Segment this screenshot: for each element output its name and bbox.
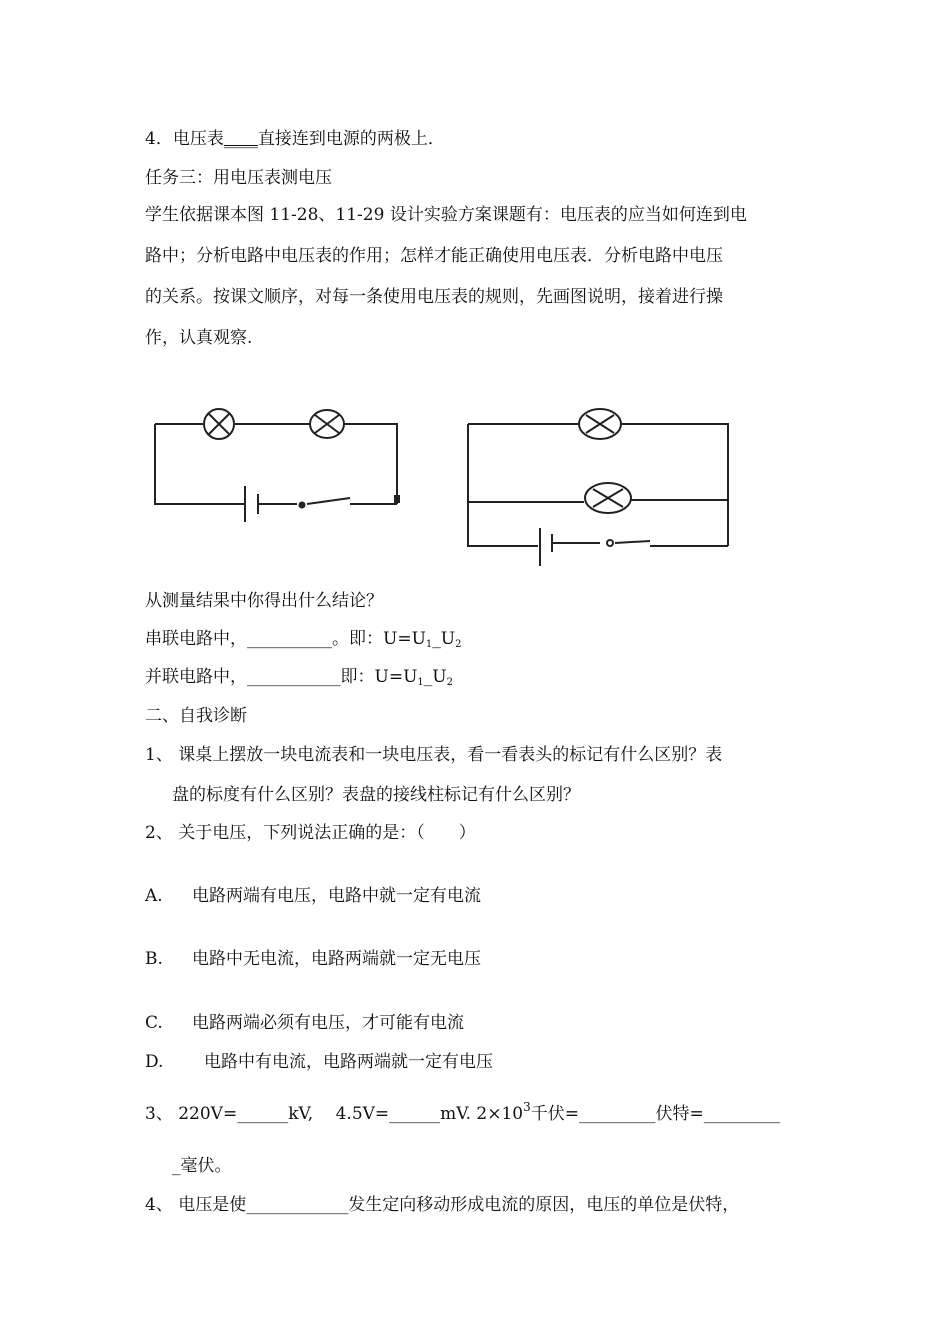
q4-blank[interactable]: ____: [223, 129, 258, 149]
parallel-conclusion-line: [145, 666, 453, 694]
parallel-sub-2: 2: [446, 677, 453, 688]
option-d-text: 电路中有电流，电路两端就一定有电压: [204, 1052, 493, 1072]
series-circuit-diagram: [145, 400, 415, 530]
series-label: 串联电路中，: [145, 629, 247, 649]
option-b-text: 电路中无电流，电路两端就一定无电压: [192, 949, 481, 969]
option-b-label: B.: [145, 949, 163, 969]
question-1-line-2: 盘的标度有什么区别？表盘的接线柱标记有什么区别？: [172, 785, 580, 805]
q4-prefix: 4．电压表: [145, 129, 224, 149]
option-a-label: A.: [145, 886, 163, 906]
series-formula-mid: _U: [432, 629, 456, 649]
option-d-label: D.: [145, 1052, 164, 1072]
series-formula: 。即：U=U: [332, 629, 426, 649]
question-3-line-1: [145, 1096, 780, 1125]
option-a[interactable]: [145, 885, 481, 907]
q3-part-b: 千伏=_________伏特=_________: [530, 1104, 781, 1124]
paragraph-line-4: 作，认真观察.: [145, 328, 253, 348]
q3-exponent: 3: [523, 1100, 531, 1114]
question-4-line: [145, 128, 445, 150]
option-a-text: 电路两端有电压，电路中就一定有电流: [192, 886, 481, 906]
question-3-line-2: _毫伏。: [172, 1156, 232, 1176]
section-2-heading: 二、自我诊断: [145, 706, 247, 726]
series-blank[interactable]: __________: [247, 629, 332, 649]
paragraph-line-3: 的关系。按课文顺序，对每一条使用电压表的规则，先画图说明，接着进行操: [145, 287, 723, 307]
question-1-line-1: 1、 课桌上摆放一块电流表和一块电压表，看一看表头的标记有什么区别？表: [145, 745, 723, 765]
series-sub-2: 2: [455, 639, 462, 650]
paragraph-line-1: 学生依据课本图 11-28、11-29 设计实验方案课题有：电压表的应当如何连到电: [145, 205, 747, 225]
q3-part-a: 3、 220V=______kV, 4.5V=______mV. 2×10: [145, 1104, 524, 1124]
option-c-text: 电路两端必须有电压，才可能有电流: [192, 1013, 464, 1033]
conclusion-question: 从测量结果中你得出什么结论？: [145, 591, 383, 611]
series-sub-1: 1: [425, 639, 433, 650]
parallel-circuit-diagram: [460, 400, 750, 570]
q4-suffix: 直接连到电源的两极上．: [257, 129, 445, 149]
parallel-label: 并联电路中，: [145, 667, 247, 687]
option-c-label: C.: [145, 1013, 163, 1033]
parallel-formula: 即：U=U: [340, 667, 418, 687]
parallel-blank[interactable]: ___________: [247, 667, 341, 687]
option-c[interactable]: [145, 1012, 464, 1034]
series-conclusion-line: [145, 628, 461, 656]
parallel-formula-mid: _U: [423, 667, 447, 687]
parallel-sub-1: 1: [417, 677, 424, 688]
paragraph-line-2: 路中；分析电路中电压表的作用；怎样才能正确使用电压表．分析电路中电压: [145, 246, 723, 266]
task-three-heading: 任务三：用电压表测电压: [145, 168, 332, 188]
option-d[interactable]: [145, 1051, 493, 1073]
option-b[interactable]: [145, 948, 481, 970]
question-2: 2、 关于电压，下列说法正确的是：（ ）: [145, 823, 476, 843]
question-4: 4、 电压是使____________发生定向移动形成电流的原因，电压的单位是伏特，: [145, 1195, 740, 1215]
